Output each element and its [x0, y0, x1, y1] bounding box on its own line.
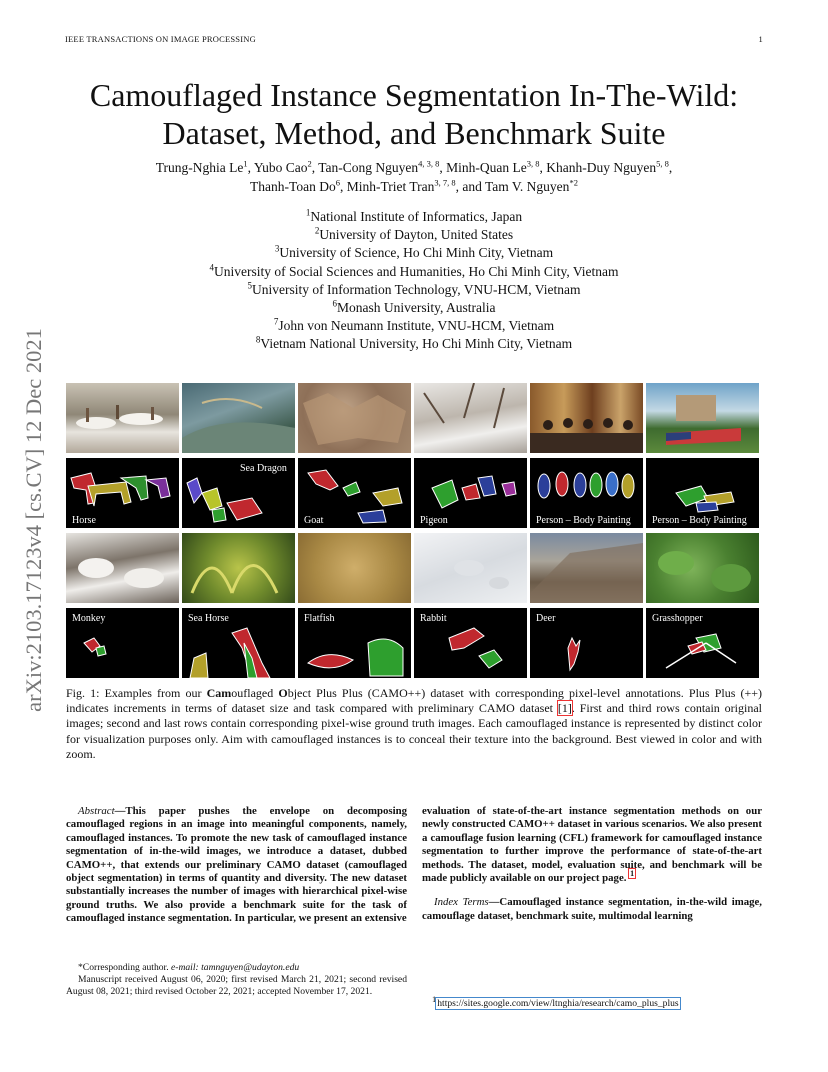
index-terms: [422, 896, 762, 923]
affiliation: [60, 299, 768, 317]
author-affil: 1: [243, 158, 248, 169]
label-pigeon: Pigeon: [420, 515, 448, 526]
mask-horse: [66, 458, 179, 528]
index-terms-label: Index Terms: [434, 896, 489, 909]
footnote-link[interactable]: 1: [630, 869, 635, 879]
photo-deer: [530, 533, 643, 603]
index-terms-text: —Camouflaged instance segmentation, in-the-wild image, camouflage dataset, benchmark suite, multimodal learning: [422, 896, 762, 922]
title-line-1: Camouflaged Instance Segmentation In-The-Wild:: [89, 77, 739, 113]
project-footnote: [432, 993, 680, 1009]
mask-flatfish: [298, 608, 411, 678]
caption-text-1: bject Plus Plus (CAMO++) dataset with corresponding pixel-level annotations. Plus Plus (++) indicates increments in terms of dataset size and task compared with preliminary CAMO dataset: [66, 686, 763, 716]
photo-horse: [66, 383, 179, 453]
author-affil: 4, 3, 8: [418, 158, 440, 169]
photo-goat-art: [298, 383, 411, 453]
mask-sea-dragon: [182, 458, 295, 528]
photo-pigeon-art: [414, 383, 527, 453]
author-affil: *2: [569, 177, 578, 188]
photo-horse-art: [66, 383, 179, 453]
photo-sea-dragon: [182, 383, 295, 453]
affil-number: 6: [332, 298, 337, 309]
author-name: Thanh-Toan Do: [250, 179, 336, 194]
photo-rabbit-art: [414, 533, 527, 603]
affil-number: 4: [209, 262, 214, 273]
footnote-number: 1: [432, 993, 437, 1004]
author-affil: 2: [307, 158, 312, 169]
author-name: Tam V. Nguyen: [485, 179, 570, 194]
arxiv-stamp-text: arXiv:2103.17123v4 [cs.CV] 12 Dec 2021: [21, 328, 46, 712]
mask-body-painting-1: [530, 458, 643, 528]
paper-title: [60, 76, 768, 152]
affil-text: National Institute of Informatics, Japan: [310, 209, 523, 224]
label-sea-dragon: Sea Dragon: [240, 463, 287, 474]
affil-text: University of Information Technology, VNU-HCM, Vietnam: [252, 281, 581, 297]
photo-deer-art: [530, 533, 643, 603]
label-flatfish: Flatfish: [304, 613, 335, 624]
corresponding-label: *Corresponding author.: [78, 962, 171, 973]
affil-text: John von Neumann Institute, VNU-HCM, Vietnam: [278, 318, 555, 334]
affiliation: [60, 335, 768, 353]
author-affil: 5, 8: [656, 158, 669, 169]
affil-number: 2: [314, 225, 320, 236]
author-name: Minh-Quan Le: [446, 160, 527, 175]
arxiv-stamp: [14, 285, 54, 755]
mask-goat: [298, 458, 411, 528]
photo-monkey: [66, 533, 179, 603]
affiliation: [60, 317, 768, 335]
author-name: Minh-Triet Tran: [346, 179, 435, 194]
label-deer: Deer: [536, 613, 556, 624]
author-name: Tan-Cong Nguyen: [318, 160, 419, 175]
caption-prefix: Fig. 1: Examples from our: [66, 686, 207, 700]
abstract-cont-body: evaluation of state-of-the-art instance segmentation methods on our newly constructed CAMO++ dataset in various scenarios. We also present a camouflage fusion learning (CFL) framework for camouflaged instance segmentation to further improve the performance of state-of-the-art methods. The dataset, model, evaluation suite, and benchmark will be made publicly available on our project page.: [422, 805, 762, 885]
abstract: [66, 805, 407, 926]
photo-sea-horse: [182, 533, 295, 603]
project-url-link[interactable]: https://sites.google.com/view/ltnghia/research/camo_plus_plus: [437, 998, 679, 1009]
caption-ouflaged: ouflaged: [231, 686, 279, 700]
affiliation: [60, 244, 768, 262]
photo-sea-horse-art: [182, 533, 295, 603]
caption-cam: Cam: [206, 686, 232, 700]
page-number: 1: [758, 34, 763, 44]
affil-text: University of Science, Ho Chi Minh City, Vietnam: [279, 245, 554, 261]
authors-line-2: Thanh-Toan Do$^6$, Minh-Triet Tran$^{3, 7, 8}$, and Tam V. Nguyen$^{*2}$: [250, 177, 578, 194]
footnotes: [66, 962, 407, 998]
label-monkey: Monkey: [72, 613, 106, 624]
photo-goat: [298, 383, 411, 453]
abstract-continued: [422, 805, 762, 923]
affil-number: 8: [255, 334, 261, 345]
mask-deer: [530, 608, 643, 678]
mask-monkey: [66, 608, 179, 678]
affil-text: University of Dayton, United States: [319, 227, 514, 243]
label-grasshopper: Grasshopper: [652, 613, 703, 624]
affil-text: University of Social Sciences and Humanities, Ho Chi Minh City, Vietnam: [213, 263, 619, 279]
label-goat: Goat: [304, 515, 324, 526]
corresponding-author: [66, 962, 407, 974]
running-header: IEEE TRANSACTIONS ON IMAGE PROCESSING: [65, 34, 256, 44]
affil-text: Monash University, Australia: [337, 300, 496, 316]
photo-grasshopper-art: [646, 533, 759, 603]
affiliation-list: [60, 208, 768, 354]
mask-rabbit: [414, 608, 527, 678]
label-horse: Horse: [72, 515, 96, 526]
author-email[interactable]: e-mail: tamnguyen@udayton.edu: [171, 962, 300, 973]
label-body-painting-1: Person – Body Painting: [536, 515, 631, 526]
photo-body-painting-2: [646, 383, 759, 453]
mask-pigeon: [414, 458, 527, 528]
affil-text: Vietnam National University, Ho Chi Minh City, Vietnam: [260, 336, 573, 352]
affiliation: [60, 263, 768, 281]
affiliation: [60, 208, 768, 226]
photo-pigeon: [414, 383, 527, 453]
author-name: Khanh-Duy Nguyen: [546, 160, 657, 175]
authors-and: and: [462, 179, 482, 194]
mask-sea-horse: [182, 608, 295, 678]
abstract-label: Abstract: [78, 805, 115, 817]
mask-grasshopper: [646, 608, 759, 678]
author-list: [60, 158, 768, 196]
author-name: Yubo Cao: [253, 160, 308, 175]
abstract-continued-text: [422, 805, 762, 885]
affil-number: 5: [247, 280, 253, 291]
title-line-2: Dataset, Method, and Benchmark Suite: [162, 115, 666, 151]
photo-monkey-art: [66, 533, 179, 603]
abstract-text: —This paper pushes the envelope on decomposing camouflaged regions in an image into meaningful components, namely, camouflaged instances. To promote the new task of camouflaged instance segmentation of in-the-wild images, we introduce a dataset, dubbed CAMO++, that extends our preliminary CAMO dataset (camouflaged object segmentation) in terms of quantity and diversity. The new dataset substantially increases the number of images with hierarchical pixel-wise ground truths. We also provide a benchmark suite for the task of camouflaged instance segmentation. In particular, we present an extensive: [66, 805, 407, 925]
photo-body-painting-1: [530, 383, 643, 453]
manuscript-dates: Manuscript received August 06, 2020; first revised March 21, 2021; second revised August 08, 2021; third revised October 22, 2021; accepted November 17, 2021.: [66, 974, 407, 997]
photo-flatfish: [298, 533, 411, 603]
caption-o: O: [278, 686, 288, 700]
label-sea-horse: Sea Horse: [188, 613, 229, 624]
citation-link[interactable]: [1]: [557, 701, 572, 716]
affiliation: [60, 281, 768, 299]
authors-line-1: Trung-Nghia Le$^1$, Yubo Cao$^2$, Tan-Cong Nguyen$^{4, 3, 8}$, Minh-Quan Le$^{3, 8}$, Khanh-Duy Nguyen$^{5, 8}$,: [155, 158, 673, 175]
affil-number: 3: [274, 243, 280, 254]
author-affil: 3, 7, 8: [434, 177, 456, 188]
photo-body-painting-1-art: [530, 383, 643, 453]
affil-number: 1: [305, 207, 311, 218]
caption-text-2: . First and third rows contain original images; second and last rows contain corresponding pixel-wise ground truth images. Each camouflaged instance is represented by distinct color for visualization purposes only. Aim with camouflaged instances is to conceal their texture into the background. Best viewed in color and with zoom.: [66, 701, 762, 761]
photo-rabbit: [414, 533, 527, 603]
figure-1-grid: [66, 383, 760, 675]
author-name: Trung-Nghia Le: [155, 160, 244, 175]
figure-caption: [66, 686, 762, 762]
mask-body-painting-2: [646, 458, 759, 528]
author-affil: 3, 8: [526, 158, 540, 169]
photo-sea-dragon-art: [182, 383, 295, 453]
affil-number: 7: [273, 316, 279, 327]
affiliation: [60, 226, 768, 244]
label-body-painting-2: Person – Body Painting: [652, 515, 747, 526]
photo-grasshopper: [646, 533, 759, 603]
photo-body-painting-2-art: [646, 383, 759, 453]
label-rabbit: Rabbit: [420, 613, 447, 624]
author-affil: 6: [335, 177, 340, 188]
